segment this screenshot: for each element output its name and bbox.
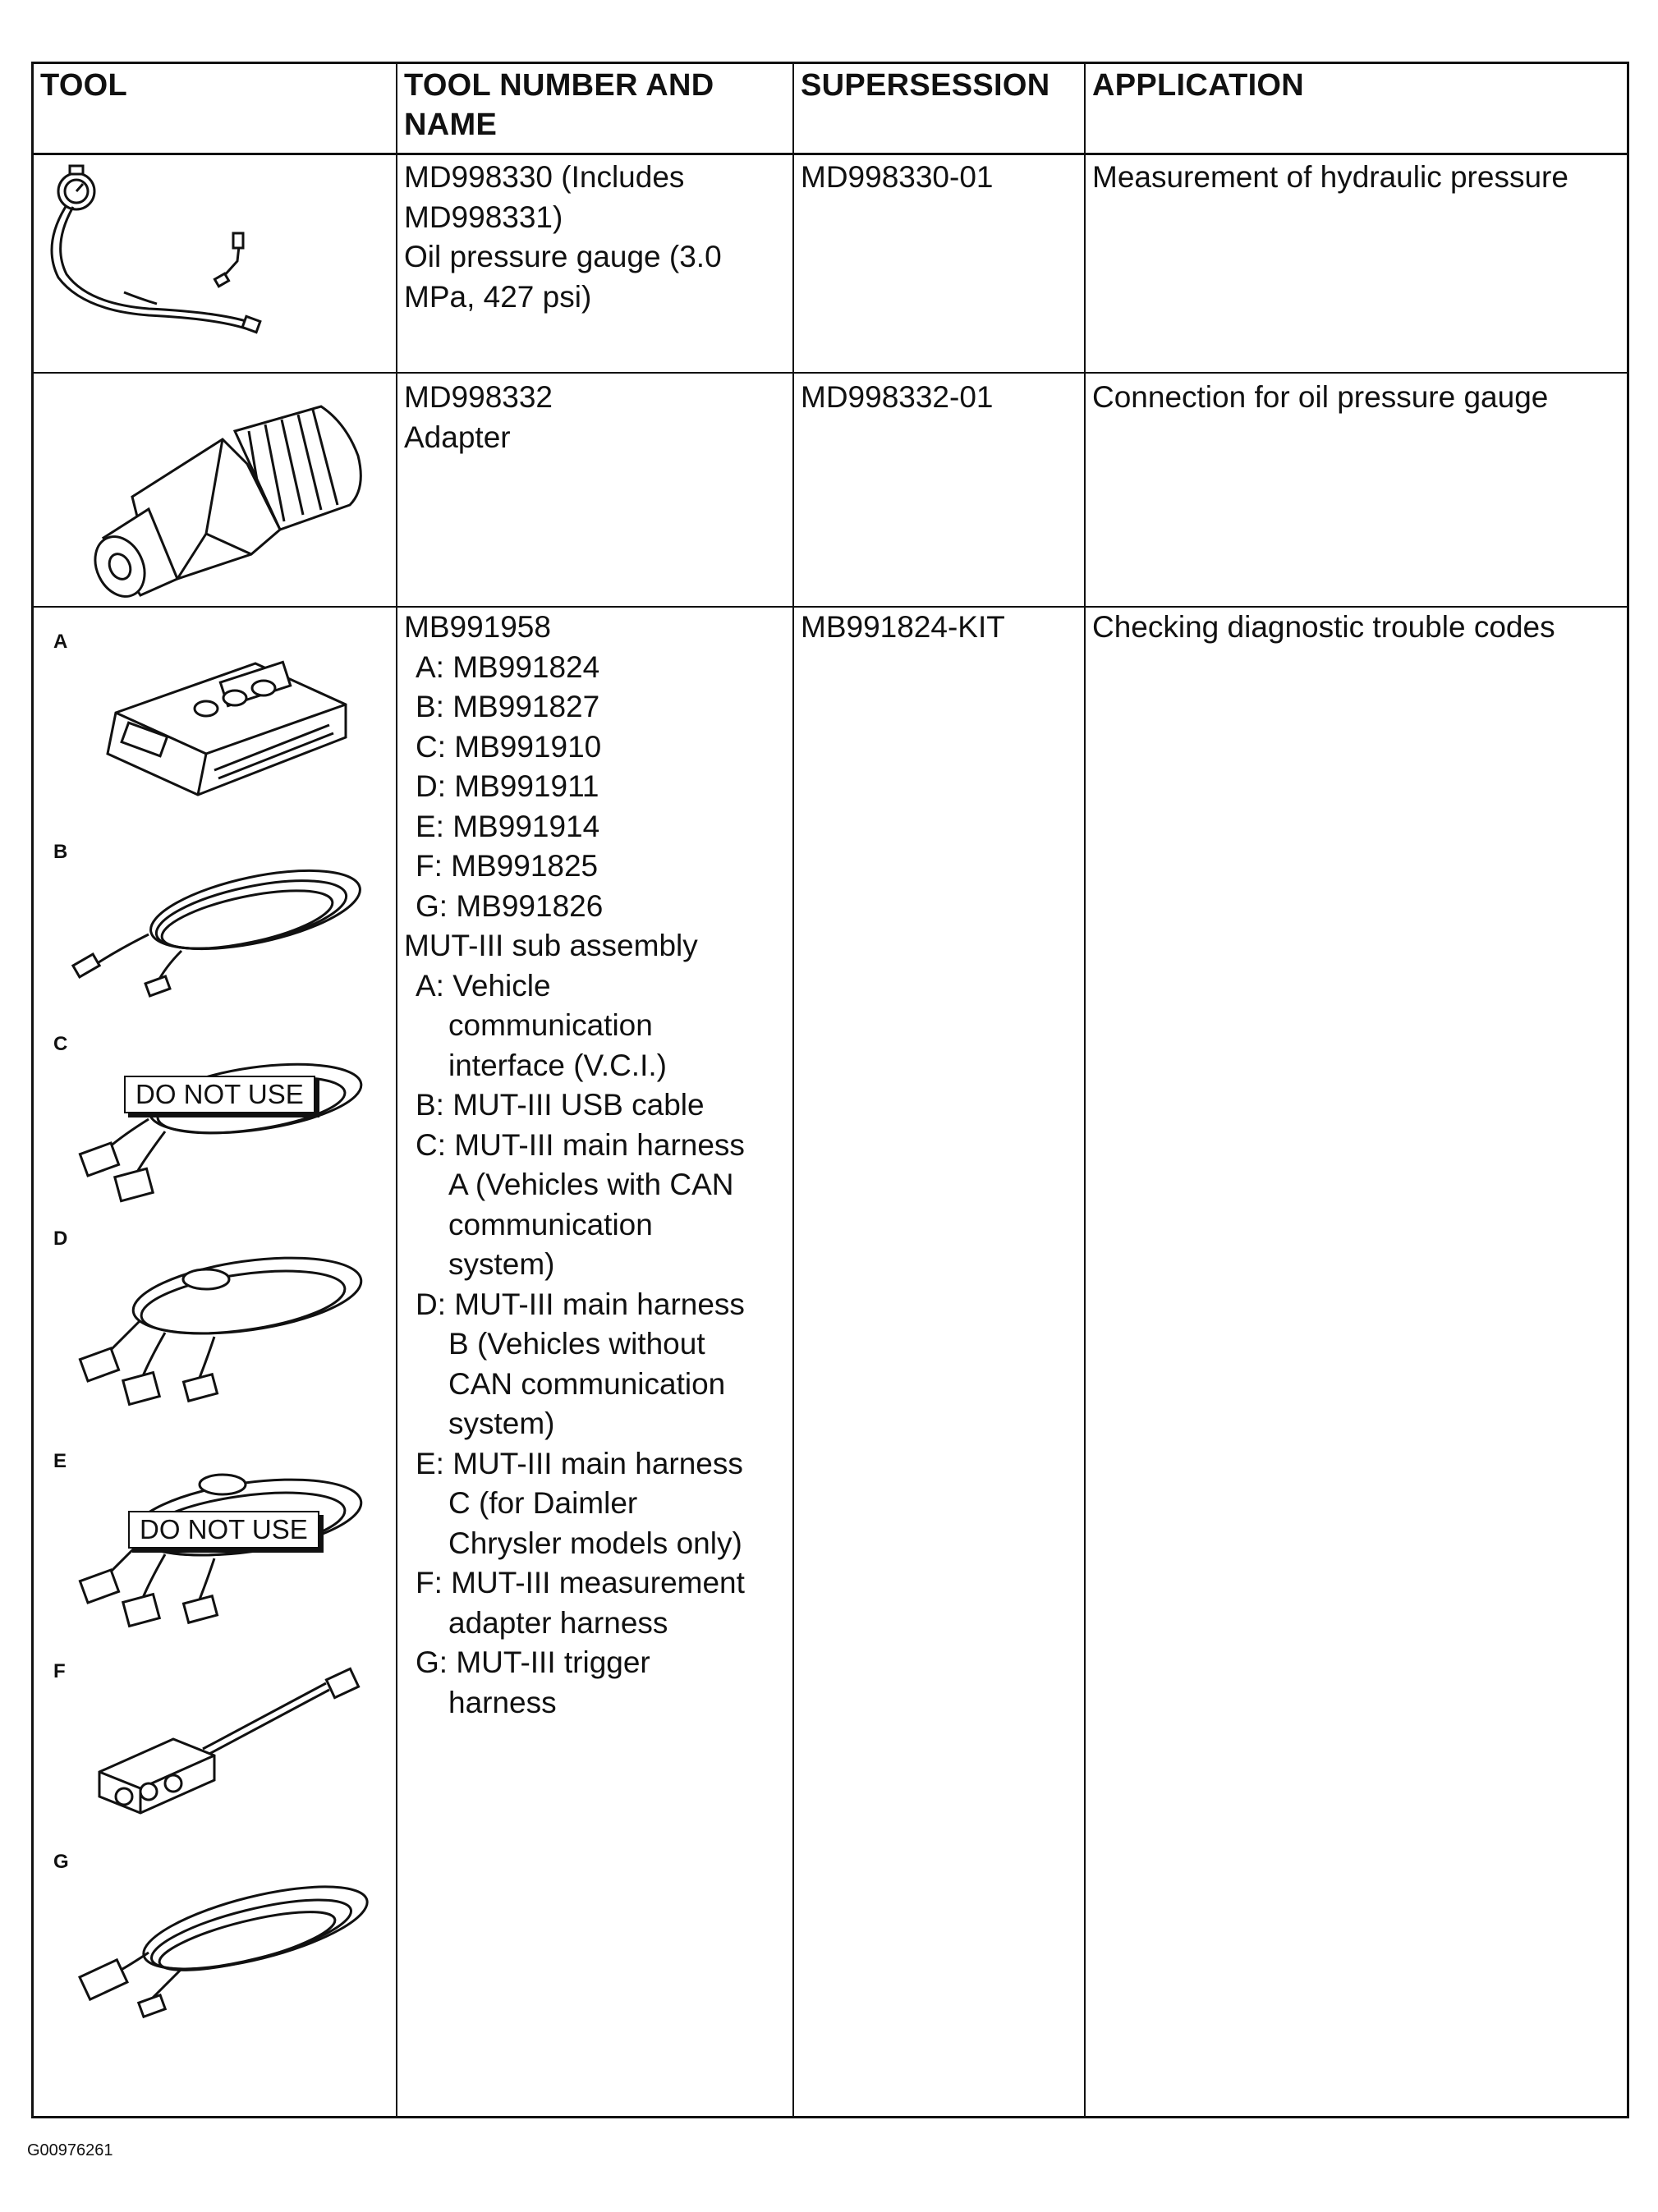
row1-tool-number-name [397, 158, 790, 317]
tool-letter-f: F [53, 1660, 66, 1682]
text-line: Oil pressure gauge (3.0 [404, 240, 722, 273]
usb-cable-icon [67, 844, 379, 1008]
tool-letter-g: G [53, 1851, 69, 1873]
part-line: C: MB991910 [416, 729, 602, 764]
tool-letter-d: D [53, 1228, 68, 1250]
row3-application: Checking diagnostic trouble codes [1092, 610, 1555, 644]
subassembly-line: CAN communication [448, 1366, 726, 1401]
do-not-use-label: DO NOT USE [124, 1076, 315, 1113]
part-line: E: MB991914 [416, 809, 600, 843]
tools-table [31, 62, 1629, 2118]
header-tool-number-name: TOOL NUMBER AND NAME [404, 68, 714, 142]
adapter-icon [34, 374, 396, 606]
part-line: B: MB991827 [416, 690, 600, 723]
vehicle-communication-interface-icon [83, 631, 362, 811]
subassembly-line: C (for Daimler [448, 1486, 638, 1520]
subassembly-line: B: MUT-III USB cable [416, 1088, 705, 1122]
subassembly-line: B (Vehicles without [448, 1327, 705, 1361]
subassembly-line: A (Vehicles with CAN [448, 1168, 734, 1201]
row2-application: Connection for oil pressure gauge [1092, 380, 1549, 414]
text-line: MB991958 [404, 610, 551, 644]
header-application: APPLICATION [1092, 68, 1305, 103]
tool-letter-a: A [53, 631, 68, 653]
subassembly-line: communication [448, 1008, 653, 1042]
tool-letter-e: E [53, 1450, 67, 1472]
header-tool: TOOL [40, 68, 128, 103]
measurement-adapter-harness-icon [67, 1657, 379, 1821]
subassembly-line: E: MUT-III main harness [416, 1446, 743, 1480]
trigger-harness-icon [67, 1854, 379, 2035]
figure-id: G00976261 [27, 2141, 113, 2159]
row2-supersession: MD998332-01 [801, 380, 994, 414]
subassembly-line: D: MUT-III main harness [416, 1287, 745, 1321]
row1-supersession: MD998330-01 [801, 160, 994, 194]
do-not-use-label: DO NOT USE [128, 1511, 319, 1549]
subassembly-line: G: MUT-III trigger [416, 1645, 650, 1679]
text-line: Adapter [404, 420, 511, 454]
main-harness-b-icon [67, 1230, 379, 1419]
part-line: F: MB991825 [416, 849, 599, 883]
subassembly-line: A: Vehicle [416, 968, 551, 1003]
part-line: A: MB991824 [416, 649, 600, 684]
text-line: MD998330 (Includes [404, 160, 685, 194]
row1-application: Measurement of hydraulic pressure [1092, 160, 1568, 194]
subassembly-line: interface (V.C.I.) [448, 1048, 667, 1082]
main-harness-a-icon [67, 1041, 379, 1214]
header-supersession: SUPERSESSION [801, 68, 1050, 103]
row3-tool-number-name [397, 608, 790, 1723]
row3-supersession: MB991824-KIT [801, 610, 1005, 644]
subassembly-line: adapter harness [448, 1605, 668, 1640]
part-line: D: MB991911 [416, 769, 599, 803]
subassembly-line: communication [448, 1207, 653, 1241]
text-line: MD998331) [404, 200, 563, 234]
subassembly-line: F: MUT-III measurement [416, 1566, 745, 1599]
part-line: G: MB991826 [416, 888, 604, 923]
text-line: MPa, 427 psi) [404, 279, 592, 314]
oil-pressure-gauge-icon [34, 154, 396, 372]
subassembly-line: Chrysler models only) [448, 1526, 742, 1560]
text-line: MD998332 [404, 380, 553, 414]
subassembly-line: system) [448, 1407, 555, 1440]
row2-tool-number-name [397, 378, 790, 457]
subassembly-line: C: MUT-III main harness [416, 1127, 745, 1162]
subassembly-line: harness [448, 1685, 557, 1719]
tool-letter-b: B [53, 841, 68, 863]
tool-letter-c: C [53, 1033, 68, 1055]
subassembly-title: MUT-III sub assembly [404, 929, 698, 962]
subassembly-line: system) [448, 1247, 555, 1281]
